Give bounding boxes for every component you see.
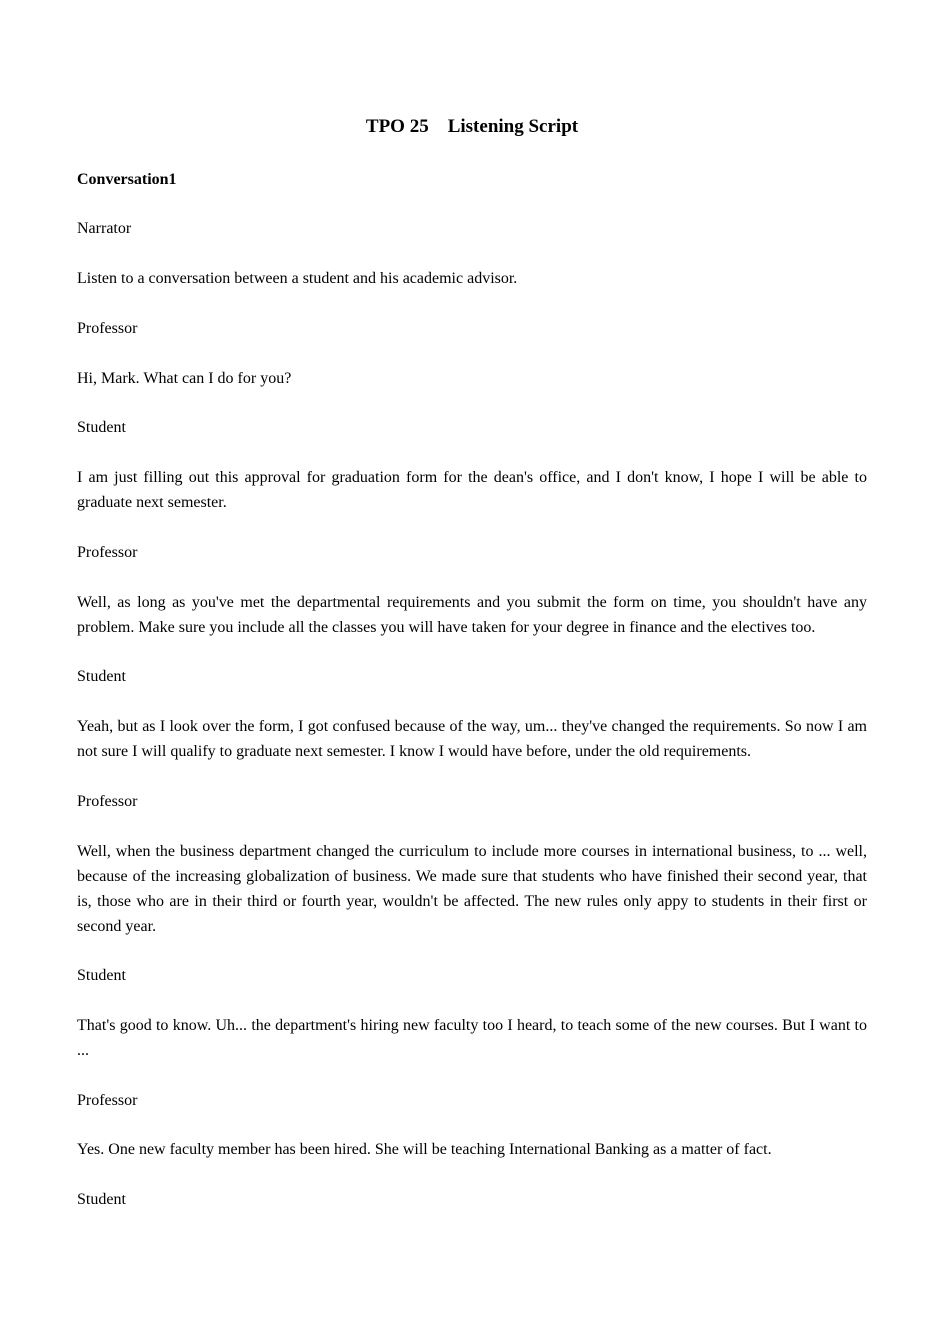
dialogue-text: Yes. One new faculty member has been hired. She will be teaching International Banking as a matter of fact.	[77, 1141, 772, 1158]
speaker-label: Student	[77, 1191, 126, 1208]
speaker-label: Student	[77, 419, 126, 436]
speaker-label: Student	[77, 668, 126, 685]
dialogue-text: Listen to a conversation between a student and his academic advisor.	[77, 270, 518, 287]
dialogue-text: Hi, Mark. What can I do for you?	[77, 370, 292, 387]
speaker-label: Professor	[77, 793, 138, 810]
dialogue-text: Well, when the business department changed the curriculum to include more courses in international business, to ... well, because of the increasing globalization of business. We made sure that students who have finished their second year, that is, those who are in their third or fourth year, wouldn't be affected. The new rules only appy to students in their first or second year.	[77, 843, 867, 935]
dialogue-text: That's good to know. Uh... the department's hiring new faculty too I heard, to teach some of the new courses. But I want to ...	[77, 1017, 867, 1059]
speaker-label: Professor	[77, 544, 138, 561]
speaker-label: Professor	[77, 1092, 138, 1109]
dialogue-text: I am just filling out this approval for graduation form for the dean's office, and I don't know, I hope I will be able to graduate next semester.	[77, 469, 867, 511]
document-title: TPO 25 Listening Script	[365, 116, 579, 137]
speaker-label: Narrator	[77, 220, 132, 237]
speaker-label: Student	[77, 967, 126, 984]
dialogue-text: Yeah, but as I look over the form, I got confused because of the way, um... they've changed the requirements. So now I am not sure I will qualify to graduate next semester. I know I would have before, under the old requirements.	[77, 718, 867, 760]
speaker-label: Professor	[77, 320, 138, 337]
section-heading: Conversation1	[77, 171, 177, 188]
dialogue-text: Well, as long as you've met the departmental requirements and you submit the form on time, you shouldn't have any problem. Make sure you include all the classes you will have taken for your degree in finance and the electives too.	[77, 594, 867, 636]
